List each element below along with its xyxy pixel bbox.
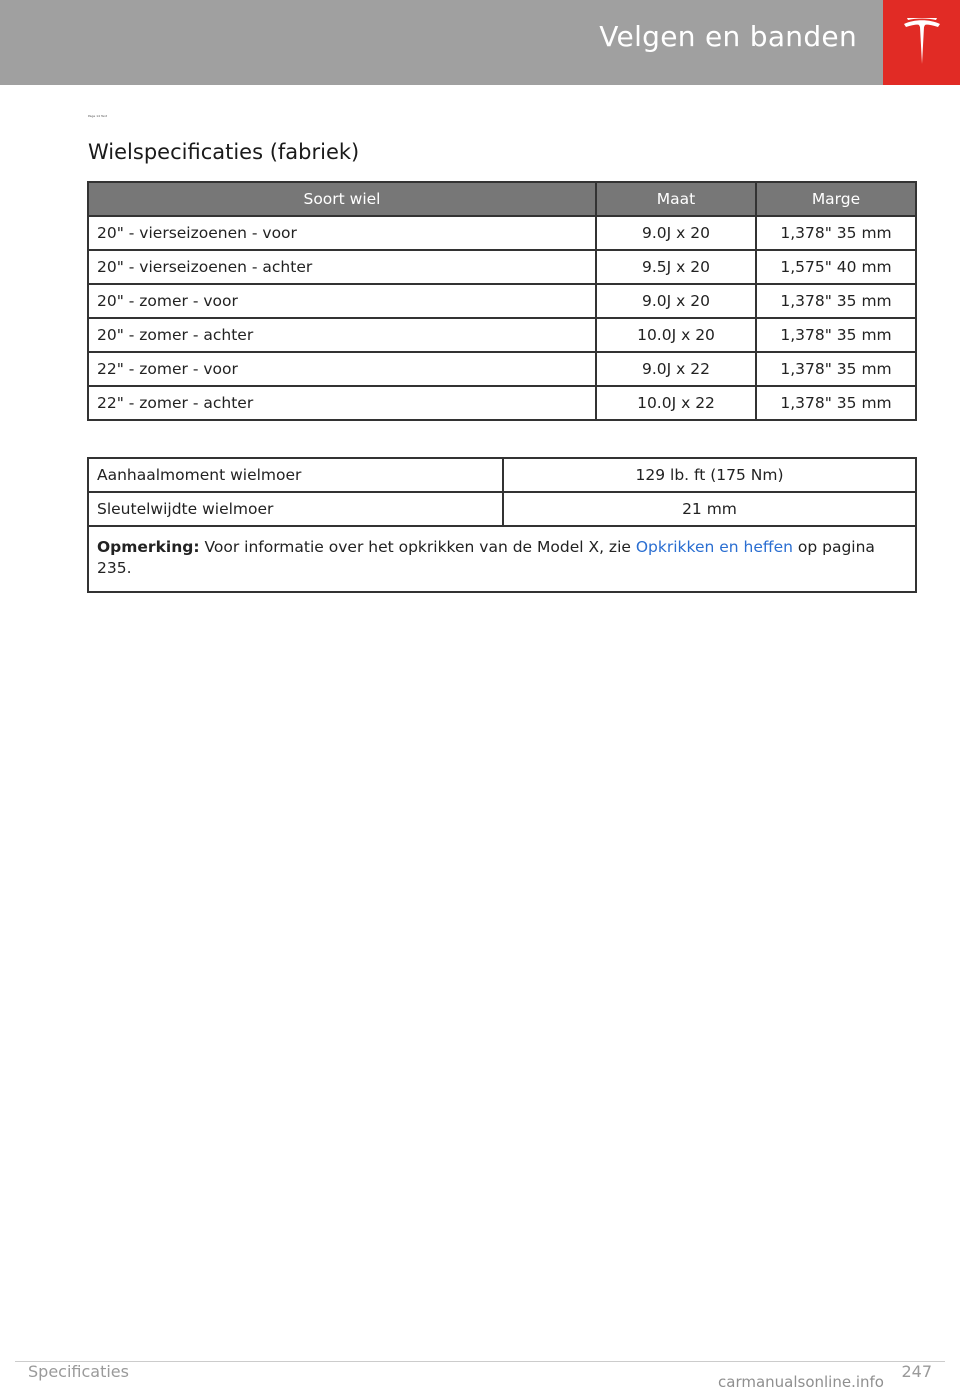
page-title: Velgen en banden	[599, 20, 857, 53]
note-text-after: op pagina 235.	[97, 538, 875, 577]
note-cell	[88, 526, 916, 592]
jacking-link[interactable]: Opkrikken en heffen	[635, 538, 793, 556]
wheel-type-cell: 20" - zomer - achter	[88, 318, 596, 352]
page-number: 247	[901, 1362, 932, 1381]
wheel-spec-table	[87, 181, 917, 421]
offset-cell: 1,378" 35 mm	[756, 352, 916, 386]
column-header: Marge	[756, 182, 916, 216]
table-row	[88, 250, 916, 284]
footer-section-name: Specificaties	[28, 1362, 129, 1381]
tesla-logo-icon	[883, 0, 960, 85]
section-title: Wielspecificaties (fabriek)	[88, 140, 360, 164]
spec-label-cell: Sleutelwijdte wielmoer	[88, 492, 503, 526]
size-cell: 9.0J x 20	[596, 216, 756, 250]
offset-cell: 1,575" 40 mm	[756, 250, 916, 284]
size-cell: 10.0J x 22	[596, 386, 756, 420]
header-bar	[0, 0, 883, 85]
table-row	[88, 492, 916, 526]
spec-value-cell: 129 lb. ft (175 Nm)	[503, 458, 916, 492]
table-row	[88, 318, 916, 352]
spec-label-cell: Aanhaalmoment wielmoer	[88, 458, 503, 492]
wheel-type-cell: 20" - vierseizoenen - achter	[88, 250, 596, 284]
table-header-row	[88, 182, 916, 216]
wheel-type-cell: 20" - vierseizoenen - voor	[88, 216, 596, 250]
spec-value-cell: 21 mm	[503, 492, 916, 526]
table-row	[88, 458, 916, 492]
table-row	[88, 386, 916, 420]
size-cell: 9.0J x 20	[596, 284, 756, 318]
offset-cell: 1,378" 35 mm	[756, 216, 916, 250]
page-marker: Page 14 Text	[88, 114, 108, 118]
table-row	[88, 216, 916, 250]
wheel-type-cell: 20" - zomer - voor	[88, 284, 596, 318]
offset-cell: 1,378" 35 mm	[756, 386, 916, 420]
note-text: Voor informatie over het opkrikken van de Model X, zie	[204, 538, 631, 556]
watermark: carmanualsonline.info	[718, 1373, 884, 1391]
table-row	[88, 352, 916, 386]
size-cell: 9.5J x 20	[596, 250, 756, 284]
lug-nut-table	[87, 457, 917, 593]
table-row	[88, 284, 916, 318]
offset-cell: 1,378" 35 mm	[756, 318, 916, 352]
offset-cell: 1,378" 35 mm	[756, 284, 916, 318]
size-cell: 10.0J x 20	[596, 318, 756, 352]
note-label: Opmerking:	[97, 538, 200, 556]
column-header: Maat	[596, 182, 756, 216]
note-row	[88, 526, 916, 592]
wheel-type-cell: 22" - zomer - voor	[88, 352, 596, 386]
size-cell: 9.0J x 22	[596, 352, 756, 386]
wheel-type-cell: 22" - zomer - achter	[88, 386, 596, 420]
footer-divider	[15, 1361, 945, 1362]
column-header: Soort wiel	[88, 182, 596, 216]
